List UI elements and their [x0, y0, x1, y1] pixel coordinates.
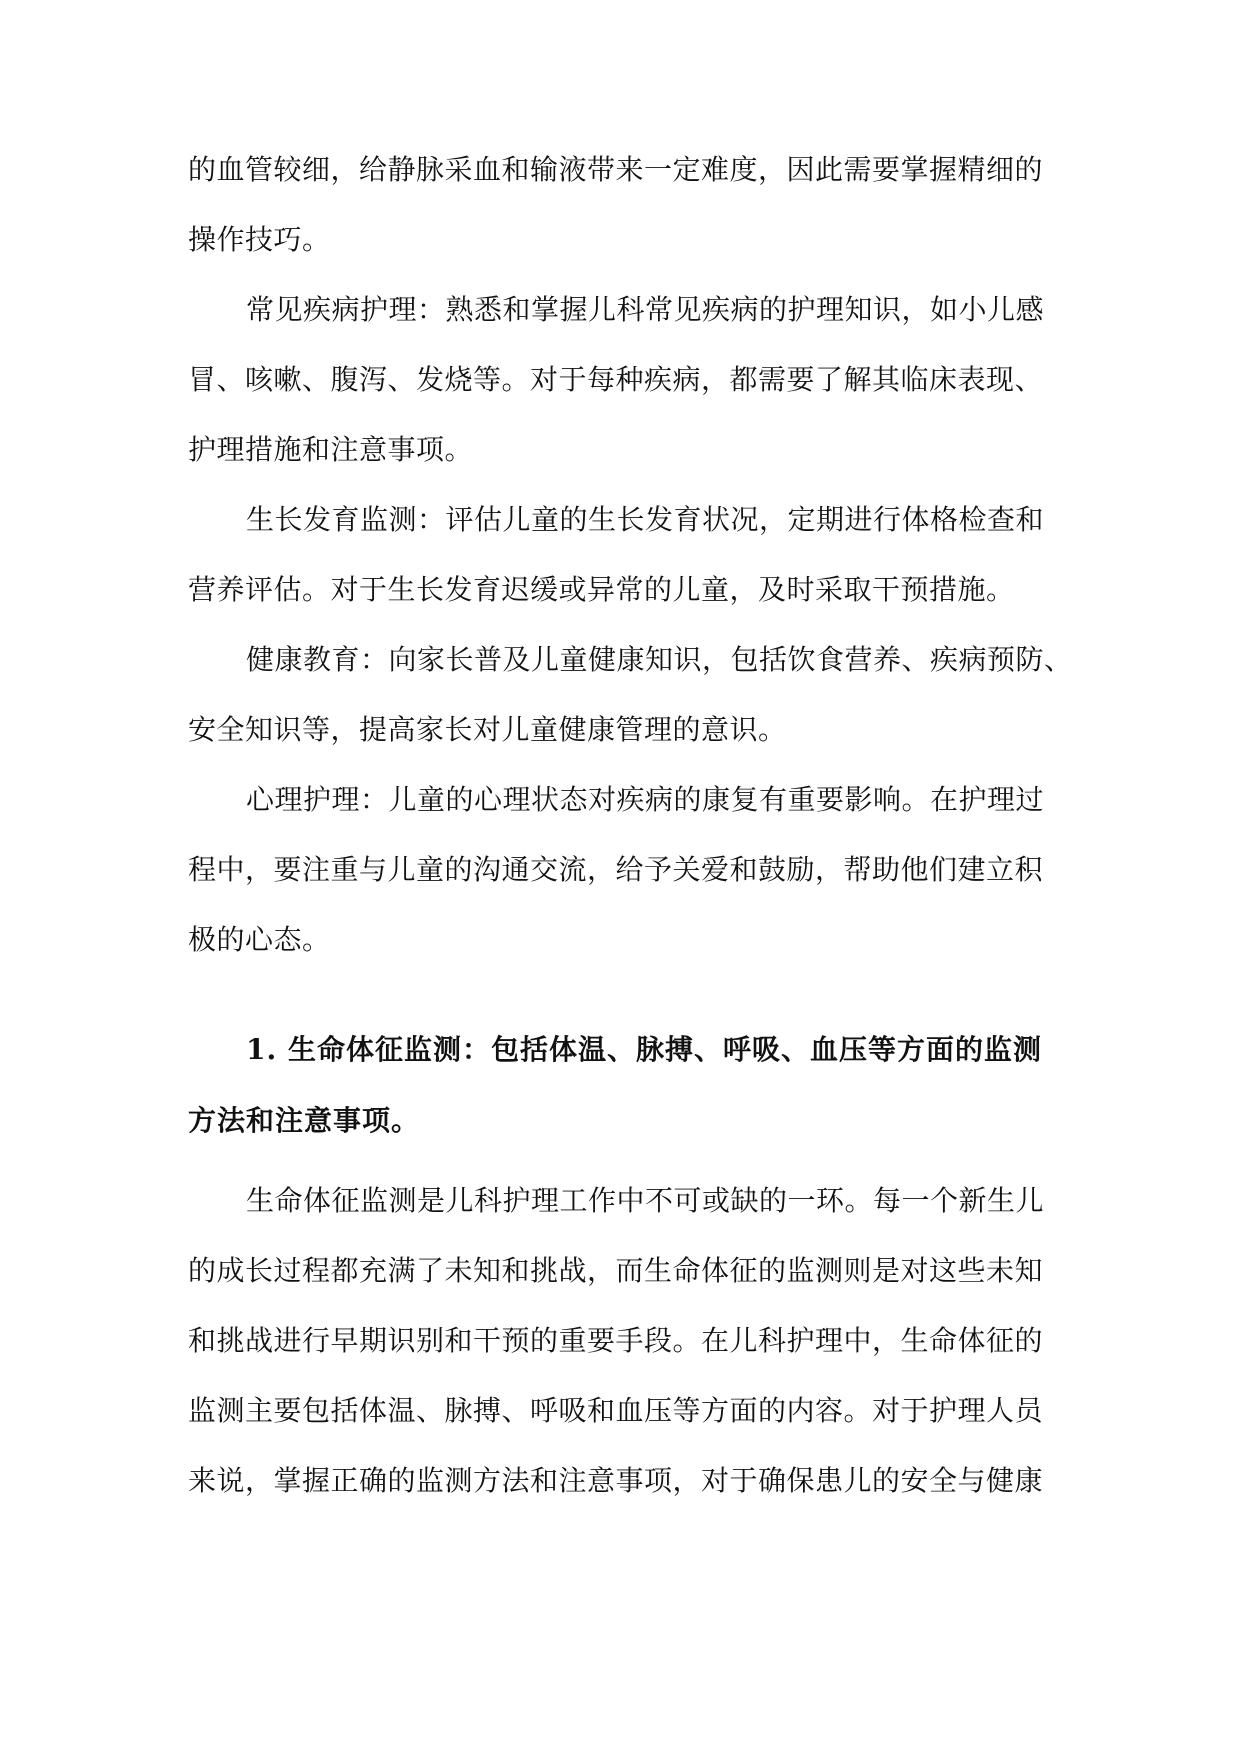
paragraph-line: 监测主要包括体温、脉搏、呼吸和血压等方面的内容。对于护理人员: [188, 1394, 1044, 1427]
paragraph-line: 心理护理：儿童的心理状态对疾病的康复有重要影响。在护理过: [246, 783, 1045, 816]
paragraph-line: 生长发育监测：评估儿童的生长发育状况，定期进行体格检查和: [246, 503, 1045, 536]
paragraph-line: 来说，掌握正确的监测方法和注意事项，对于确保患儿的安全与健康: [188, 1464, 1044, 1497]
section-heading: 1. 生命体征监测：包括体温、脉搏、呼吸、血压等方面的监测: [246, 1033, 1042, 1066]
section-heading-continued: 方法和注意事项。: [188, 1104, 421, 1137]
paragraph-line: 和挑战进行早期识别和干预的重要手段。在儿科护理中，生命体征的: [188, 1324, 1044, 1357]
paragraph-line: 的成长过程都充满了未知和挑战，而生命体征的监测则是对这些未知: [188, 1254, 1044, 1287]
paragraph-line: 护理措施和注意事项。: [188, 433, 474, 466]
paragraph-line: 安全知识等，提高家长对儿童健康管理的意识。: [188, 713, 787, 746]
paragraph-line: 生命体征监测是儿科护理工作中不可或缺的一环。每一个新生儿: [246, 1184, 1045, 1217]
paragraph-line: 营养评估。对于生长发育迟缓或异常的儿童，及时采取干预措施。: [188, 573, 1015, 606]
paragraph-line: 健康教育：向家长普及儿童健康知识，包括饮食营养、疾病预防、: [246, 643, 1073, 676]
paragraph-line: 操作技巧。: [188, 223, 331, 256]
paragraph-line: 的血管较细，给静脉采血和输液带来一定难度，因此需要掌握精细的: [188, 153, 1044, 186]
paragraph-line: 常见疾病护理：熟悉和掌握儿科常见疾病的护理知识，如小儿感: [246, 293, 1045, 326]
paragraph-line: 极的心态。: [188, 923, 331, 956]
paragraph-line: 程中，要注重与儿童的沟通交流，给予关爱和鼓励，帮助他们建立积: [188, 853, 1044, 886]
paragraph-line: 冒、咳嗽、腹泻、发烧等。对于每种疾病，都需要了解其临床表现、: [188, 363, 1044, 396]
